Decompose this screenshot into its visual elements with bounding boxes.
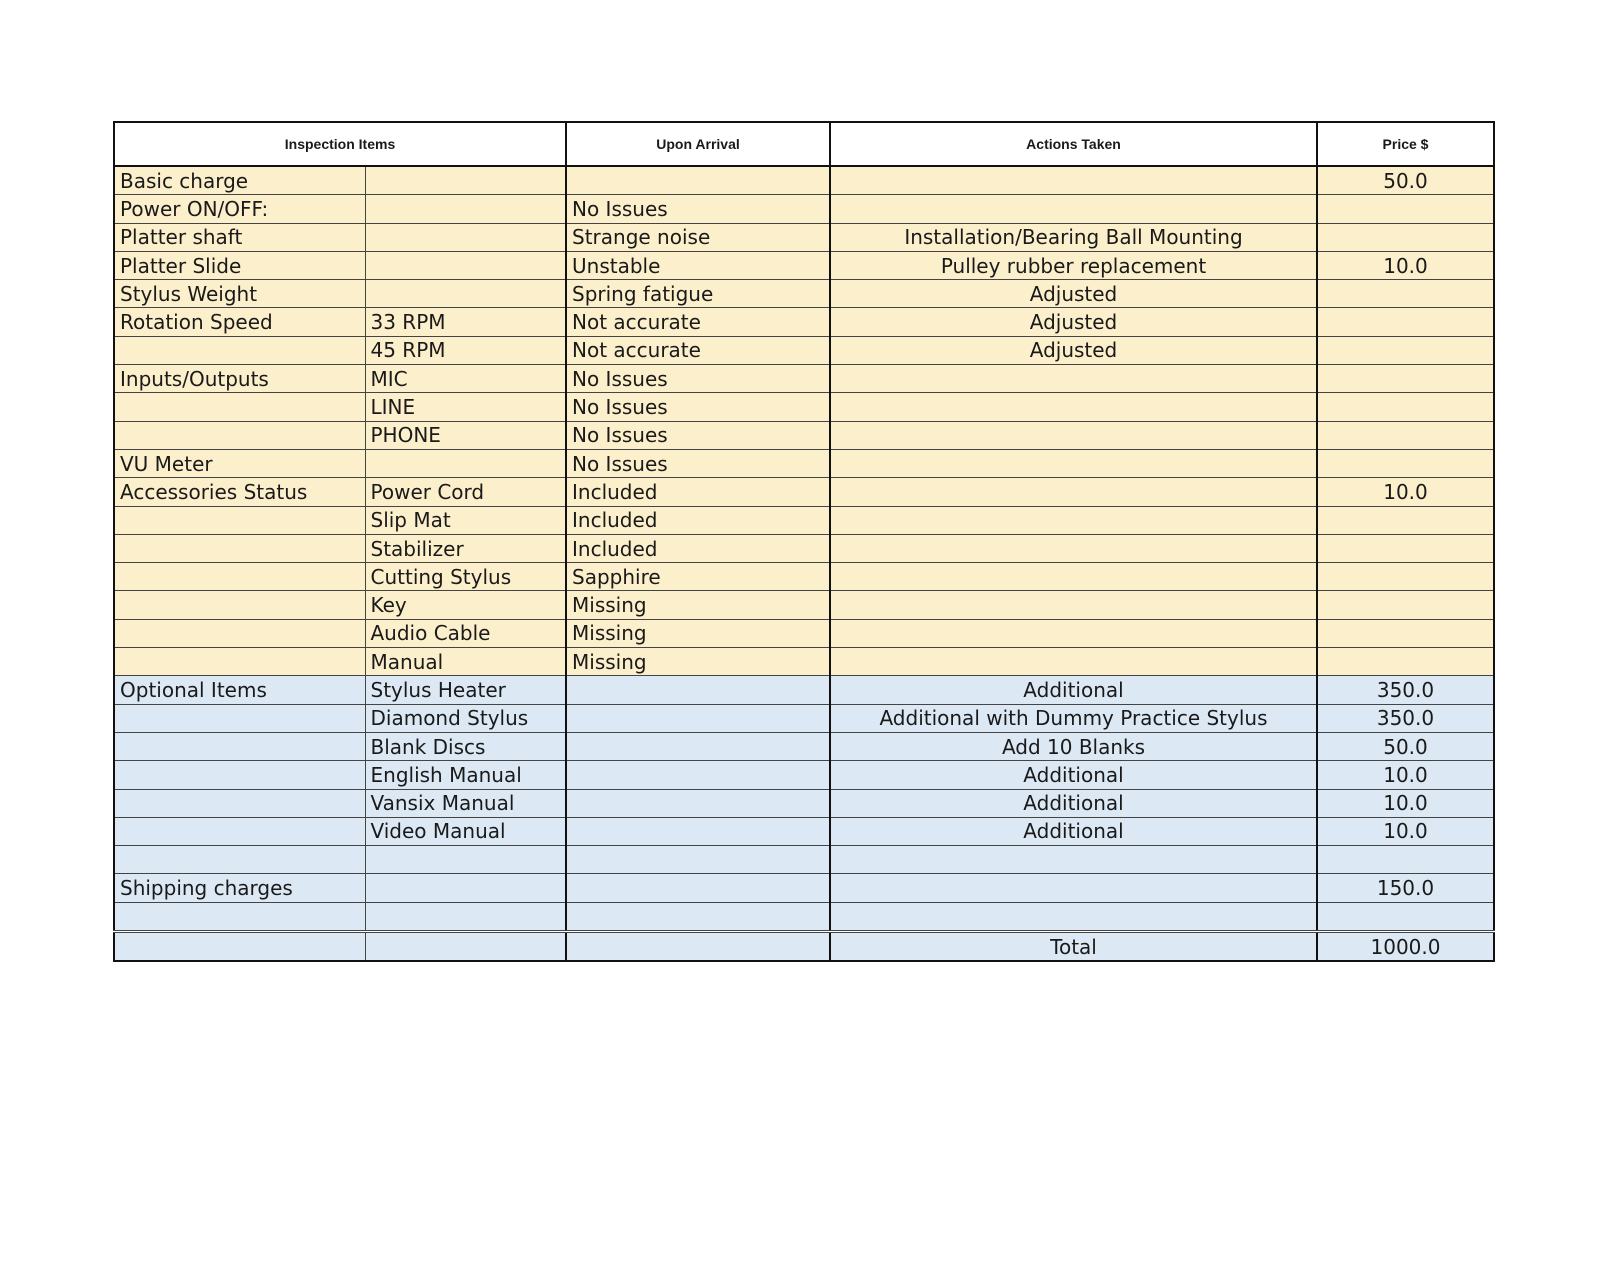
cell-price: 1000.0 [1317,932,1494,962]
cell-price: 350.0 [1317,704,1494,732]
cell-item [114,704,365,732]
cell-item [114,902,365,931]
cell-sub-item [365,874,566,902]
cell-price: 350.0 [1317,676,1494,704]
cell-action-taken [830,563,1317,591]
cell-upon-arrival: No Issues [566,449,830,477]
cell-item: Power ON/OFF: [114,195,365,223]
cell-item: VU Meter [114,449,365,477]
cell-upon-arrival: Included [566,506,830,534]
cell-sub-item: Key [365,591,566,619]
cell-action-taken: Additional [830,761,1317,789]
cell-item [114,506,365,534]
cell-sub-item: Vansix Manual [365,789,566,817]
cell-action-taken [830,902,1317,931]
table-row [114,449,1494,477]
cell-price: 10.0 [1317,817,1494,845]
cell-upon-arrival: No Issues [566,195,830,223]
cell-action-taken [830,648,1317,676]
cell-price: 50.0 [1317,166,1494,195]
cell-item [114,648,365,676]
cell-sub-item [365,280,566,308]
total-row [114,932,1494,962]
cell-upon-arrival [566,932,830,962]
cell-item [114,732,365,760]
cell-action-taken: Additional [830,676,1317,704]
table-row [114,506,1494,534]
table-row [114,393,1494,421]
cell-action-taken: Additional [830,817,1317,845]
table-row [114,365,1494,393]
cell-action-taken [830,846,1317,874]
cell-sub-item: LINE [365,393,566,421]
cell-item [114,421,365,449]
cell-sub-item: Stylus Heater [365,676,566,704]
table-row [114,874,1494,902]
cell-sub-item [365,932,566,962]
cell-upon-arrival: Spring fatigue [566,280,830,308]
cell-item [114,591,365,619]
cell-item [114,619,365,647]
cell-item: Platter shaft [114,223,365,251]
cell-sub-item: Cutting Stylus [365,563,566,591]
cell-price [1317,223,1494,251]
cell-action-taken [830,619,1317,647]
cell-action-taken: Total [830,932,1317,962]
table-row [114,817,1494,845]
cell-item [114,563,365,591]
cell-sub-item: 33 RPM [365,308,566,336]
cell-upon-arrival: Included [566,478,830,506]
cell-upon-arrival: No Issues [566,393,830,421]
cell-action-taken: Pulley rubber replacement [830,251,1317,279]
cell-sub-item: Slip Mat [365,506,566,534]
cell-item [114,393,365,421]
cell-action-taken [830,421,1317,449]
cell-item: Platter Slide [114,251,365,279]
cell-item: Shipping charges [114,874,365,902]
cell-sub-item [365,902,566,931]
cell-upon-arrival: Not accurate [566,336,830,364]
cell-upon-arrival: Missing [566,619,830,647]
cell-item: Accessories Status [114,478,365,506]
cell-sub-item: Audio Cable [365,619,566,647]
table-row [114,563,1494,591]
header-inspection-items: Inspection Items [114,122,566,166]
cell-price [1317,591,1494,619]
cell-sub-item [365,166,566,195]
table-body [114,166,1494,961]
cell-price [1317,421,1494,449]
cell-upon-arrival [566,704,830,732]
cell-action-taken: Adjusted [830,280,1317,308]
cell-price [1317,619,1494,647]
header-price: Price $ [1317,122,1494,166]
cell-sub-item [365,449,566,477]
cell-item [114,932,365,962]
table-row [114,421,1494,449]
cell-price [1317,846,1494,874]
cell-item [114,817,365,845]
cell-action-taken [830,534,1317,562]
cell-sub-item [365,195,566,223]
table-row [114,166,1494,195]
cell-sub-item: Blank Discs [365,732,566,760]
header-upon-arrival: Upon Arrival [566,122,830,166]
cell-price [1317,563,1494,591]
cell-upon-arrival: Strange noise [566,223,830,251]
cell-sub-item [365,846,566,874]
inspection-table [113,121,1495,962]
cell-item: Stylus Weight [114,280,365,308]
cell-upon-arrival [566,676,830,704]
cell-price [1317,534,1494,562]
cell-item [114,789,365,817]
table-row [114,676,1494,704]
cell-action-taken: Installation/Bearing Ball Mounting [830,223,1317,251]
cell-action-taken: Adjusted [830,308,1317,336]
table-row [114,846,1494,874]
cell-price: 10.0 [1317,761,1494,789]
table-row [114,534,1494,562]
cell-upon-arrival: Unstable [566,251,830,279]
cell-sub-item: Video Manual [365,817,566,845]
cell-price [1317,336,1494,364]
table-row [114,704,1494,732]
cell-item: Basic charge [114,166,365,195]
cell-action-taken: Additional with Dummy Practice Stylus [830,704,1317,732]
header-row [114,122,1494,166]
table-row [114,195,1494,223]
cell-price [1317,308,1494,336]
cell-upon-arrival [566,817,830,845]
cell-upon-arrival [566,732,830,760]
cell-upon-arrival [566,874,830,902]
cell-action-taken: Additional [830,789,1317,817]
table-row [114,648,1494,676]
cell-price: 10.0 [1317,789,1494,817]
cell-action-taken [830,506,1317,534]
cell-upon-arrival: Sapphire [566,563,830,591]
cell-item: Optional Items [114,676,365,704]
cell-upon-arrival: Not accurate [566,308,830,336]
cell-sub-item: English Manual [365,761,566,789]
cell-item [114,336,365,364]
cell-sub-item [365,251,566,279]
cell-upon-arrival [566,166,830,195]
cell-sub-item: Diamond Stylus [365,704,566,732]
cell-upon-arrival: Included [566,534,830,562]
cell-sub-item: 45 RPM [365,336,566,364]
table-row [114,308,1494,336]
cell-upon-arrival [566,789,830,817]
cell-upon-arrival: No Issues [566,421,830,449]
cell-action-taken [830,166,1317,195]
cell-action-taken: Add 10 Blanks [830,732,1317,760]
cell-action-taken [830,195,1317,223]
table-row [114,336,1494,364]
cell-action-taken [830,365,1317,393]
table-header [114,122,1494,166]
cell-upon-arrival [566,846,830,874]
cell-price [1317,449,1494,477]
cell-sub-item: Power Cord [365,478,566,506]
cell-item: Inputs/Outputs [114,365,365,393]
table-row [114,619,1494,647]
cell-item [114,534,365,562]
cell-action-taken [830,874,1317,902]
cell-action-taken [830,591,1317,619]
cell-upon-arrival [566,761,830,789]
table-row [114,591,1494,619]
cell-sub-item: MIC [365,365,566,393]
cell-item [114,761,365,789]
cell-item [114,846,365,874]
table-row [114,902,1494,931]
cell-sub-item: PHONE [365,421,566,449]
cell-action-taken [830,478,1317,506]
cell-price [1317,393,1494,421]
header-actions-taken: Actions Taken [830,122,1317,166]
cell-sub-item: Manual [365,648,566,676]
cell-price [1317,902,1494,931]
cell-sub-item [365,223,566,251]
cell-price: 150.0 [1317,874,1494,902]
cell-price: 10.0 [1317,478,1494,506]
cell-action-taken: Adjusted [830,336,1317,364]
cell-price: 10.0 [1317,251,1494,279]
cell-upon-arrival: No Issues [566,365,830,393]
cell-upon-arrival: Missing [566,591,830,619]
table-row [114,761,1494,789]
cell-sub-item: Stabilizer [365,534,566,562]
cell-price [1317,195,1494,223]
cell-price [1317,648,1494,676]
cell-price [1317,506,1494,534]
table-row [114,251,1494,279]
cell-item: Rotation Speed [114,308,365,336]
cell-price [1317,280,1494,308]
cell-price: 50.0 [1317,732,1494,760]
cell-price [1317,365,1494,393]
table-row [114,223,1494,251]
cell-upon-arrival: Missing [566,648,830,676]
cell-action-taken [830,449,1317,477]
table-row [114,280,1494,308]
cell-upon-arrival [566,902,830,931]
cell-action-taken [830,393,1317,421]
table-row [114,478,1494,506]
table-row [114,732,1494,760]
table-row [114,789,1494,817]
